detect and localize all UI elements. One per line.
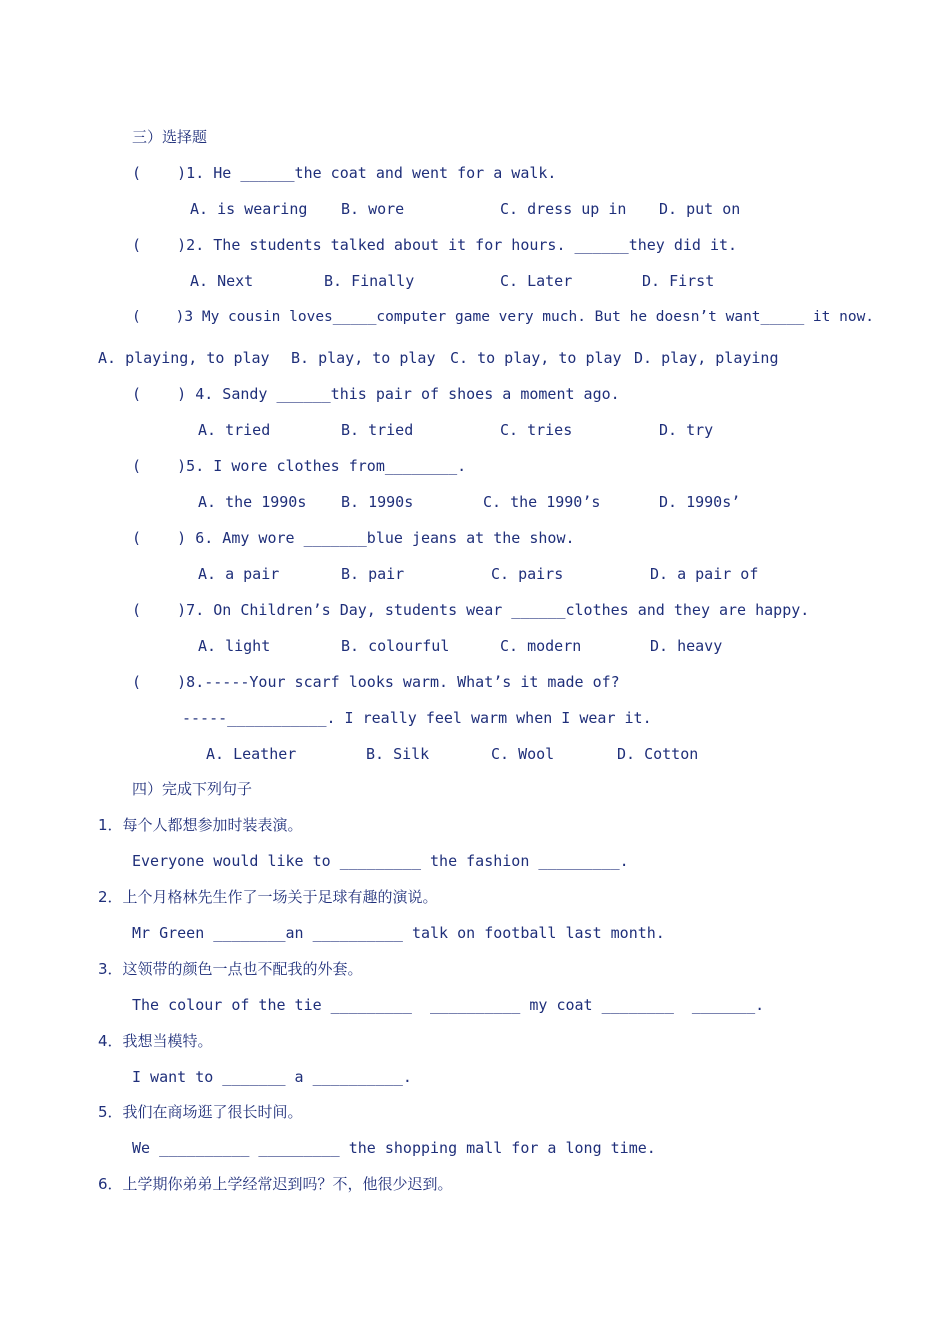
sentence1-english: Everyone would like to _________ the fashion _________. <box>132 852 629 870</box>
q8-stem: ( )8.-----Your scarf looks warm. What’s it made of? <box>132 673 620 691</box>
q1-option-b: B. wore <box>341 200 405 218</box>
sentence4-chinese: 4．我想当模特。 <box>98 1032 213 1050</box>
q8-option-a: A. Leather <box>206 745 297 763</box>
q8-option-b: B. Silk <box>366 745 430 763</box>
q2-option-a: A. Next <box>190 272 254 290</box>
q4-option-c: C. tries <box>500 421 573 439</box>
q4-option-b: B. tried <box>341 421 414 439</box>
q7-option-b: B. colourful <box>341 637 450 655</box>
q3-option-b: B. play, to play <box>291 349 436 367</box>
q2-option-c: C. Later <box>500 272 573 290</box>
q3-option-d: D. play, playing <box>634 349 779 367</box>
sentence4-english: I want to _______ a __________. <box>132 1068 412 1086</box>
sentence5-chinese: 5．我们在商场逛了很长时间。 <box>98 1103 303 1121</box>
q8-answer-line: -----___________. I really feel warm when I wear it. <box>182 709 652 727</box>
sentence6-chinese: 6．上学期你弟弟上学经常迟到吗？不，他很少迟到。 <box>98 1175 453 1193</box>
q7-stem: ( )7. On Children’s Day, students wear ______clothes and they are happy. <box>132 601 810 619</box>
q7-option-a: A. light <box>198 637 271 655</box>
q4-stem: ( ) 4. Sandy ______this pair of shoes a moment ago. <box>132 385 620 403</box>
q4-option-d: D. try <box>659 421 714 439</box>
q1-option-c: C. dress up in <box>500 200 627 218</box>
q8-option-d: D. Cotton <box>617 745 699 763</box>
sentence5-english: We __________ _________ the shopping mall for a long time. <box>132 1139 656 1157</box>
q4-option-a: A. tried <box>198 421 271 439</box>
q3-option-a: A. playing, to play <box>98 349 270 367</box>
q5-option-c: C. the 1990’s <box>483 493 601 511</box>
q7-option-d: D. heavy <box>650 637 723 655</box>
q5-stem: ( )5. I wore clothes from________. <box>132 457 467 475</box>
q5-option-a: A. the 1990s <box>198 493 307 511</box>
q5-option-b: B. 1990s <box>341 493 414 511</box>
q6-option-c: C. pairs <box>491 565 564 583</box>
q6-option-d: D. a pair of <box>650 565 759 583</box>
q2-stem: ( )2. The students talked about it for hours. ______they did it. <box>132 236 738 254</box>
q2-option-b: B. Finally <box>324 272 415 290</box>
sentence1-chinese: 1．每个人都想参加时装表演。 <box>98 816 303 834</box>
sentence2-chinese: 2．上个月格林先生作了一场关于足球有趣的演说。 <box>98 888 438 906</box>
section3-title: 三）选择题 <box>132 128 208 146</box>
q3-stem: ( )3 My cousin loves_____computer game very much. But he doesn’t want_____ it now. <box>132 309 875 325</box>
sentence3-chinese: 3．这领带的颜色一点也不配我的外套。 <box>98 960 363 978</box>
q1-option-a: A. is wearing <box>190 200 308 218</box>
sentence2-english: Mr Green ________an __________ talk on football last month. <box>132 924 665 942</box>
q5-option-d: D. 1990s’ <box>659 493 741 511</box>
q1-stem: ( )1. He ______the coat and went for a walk. <box>132 164 557 182</box>
q3-option-c: C. to play, to play <box>450 349 622 367</box>
q2-option-d: D. First <box>642 272 715 290</box>
q8-option-c: C. Wool <box>491 745 555 763</box>
q6-stem: ( ) 6. Amy wore _______blue jeans at the show. <box>132 529 575 547</box>
sentence3-english: The colour of the tie _________ __________ my coat ________ _______. <box>132 996 765 1014</box>
section4-title: 四）完成下列句子 <box>132 780 253 798</box>
q6-option-b: B. pair <box>341 565 405 583</box>
q1-option-d: D. put on <box>659 200 741 218</box>
q7-option-c: C. modern <box>500 637 582 655</box>
q6-option-a: A. a pair <box>198 565 280 583</box>
